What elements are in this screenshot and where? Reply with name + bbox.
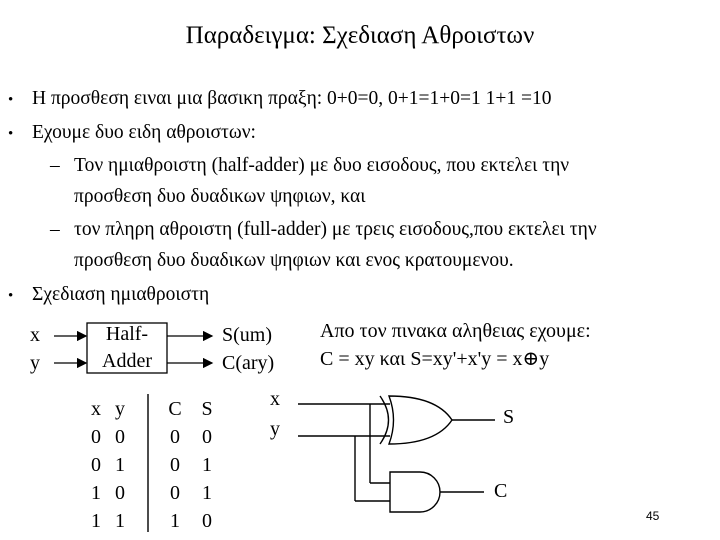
block-label-line1: Half-	[105, 323, 149, 345]
table-cell: 1	[170, 510, 180, 532]
table-header-s: S	[201, 398, 213, 420]
block-input-x: x	[30, 324, 40, 346]
bullet-dot: •	[8, 92, 14, 108]
table-cell: 1	[202, 454, 212, 476]
block-output-sum: S(um)	[222, 324, 272, 346]
table-header-y: y	[115, 398, 125, 420]
table-cell: 1	[202, 482, 212, 504]
circuit-input-y: y	[270, 418, 280, 440]
and-gate-body	[390, 472, 440, 512]
table-cell: 0	[115, 426, 125, 448]
table-cell: 1	[91, 510, 101, 532]
table-cell: 1	[115, 454, 125, 476]
table-header-c: C	[168, 398, 182, 420]
bullet-dot: •	[8, 126, 14, 142]
table-cell: 0	[170, 482, 180, 504]
table-cell: 1	[115, 510, 125, 532]
subitem-half-adder-line2: προσθεση δυο δυαδικων ψηφιων, και	[74, 186, 366, 207]
table-cell: 0	[91, 454, 101, 476]
dash: –	[50, 155, 60, 176]
table-cell: 0	[170, 426, 180, 448]
block-input-y: y	[30, 352, 40, 374]
circuit-output-s: S	[503, 406, 515, 428]
subitem-half-adder-line1: Τον ημιαθροιστη (half-adder) με δυο εισοδους, που εκτελει την	[74, 155, 570, 176]
xor-gate-back	[380, 396, 389, 444]
table-cell: 0	[202, 426, 212, 448]
block-output-carry: C(ary)	[222, 352, 275, 374]
table-cell: 1	[91, 482, 101, 504]
subitem-full-adder-line2: προσθεση δυο δυαδικων ψηφιων και ενος κρατουμενου.	[74, 250, 514, 271]
table-cell: 0	[170, 454, 180, 476]
bullet-dot: •	[8, 288, 14, 304]
table-cell: 0	[115, 482, 125, 504]
bullet-design: Σχεδιαση ημιαθροιστη	[32, 284, 210, 305]
bullet-adder-types: Εχουμε δυο ειδη αθροιστων:	[32, 122, 256, 143]
table-cell: 0	[202, 510, 212, 532]
slide-title: Παραδειγμα: Σχεδιαση Αθροιστων	[185, 22, 535, 49]
subitem-full-adder-line1: τον πληρη αθροιστη (full-adder) με τρεις εισοδους,που εκτελει την	[74, 219, 597, 240]
bullet-addition: Η προσθεση ειναι μια βασικη πραξη: 0+0=0, 0+1=1+0=1 1+1 =10	[32, 88, 552, 109]
page-number: 45	[646, 509, 660, 523]
equation-formulas: C = xy και S=xy'+x'y = x⊕y	[320, 348, 550, 370]
table-header-x: x	[91, 398, 101, 420]
table-cell: 0	[91, 426, 101, 448]
xor-gate-body	[389, 396, 452, 444]
circuit-input-x: x	[270, 388, 280, 410]
circuit-output-c: C	[494, 480, 508, 502]
equation-intro: Απο τον πινακα αληθειας εχουμε:	[320, 320, 591, 342]
dash: –	[50, 219, 60, 240]
block-label-line2: Adder	[102, 350, 152, 372]
